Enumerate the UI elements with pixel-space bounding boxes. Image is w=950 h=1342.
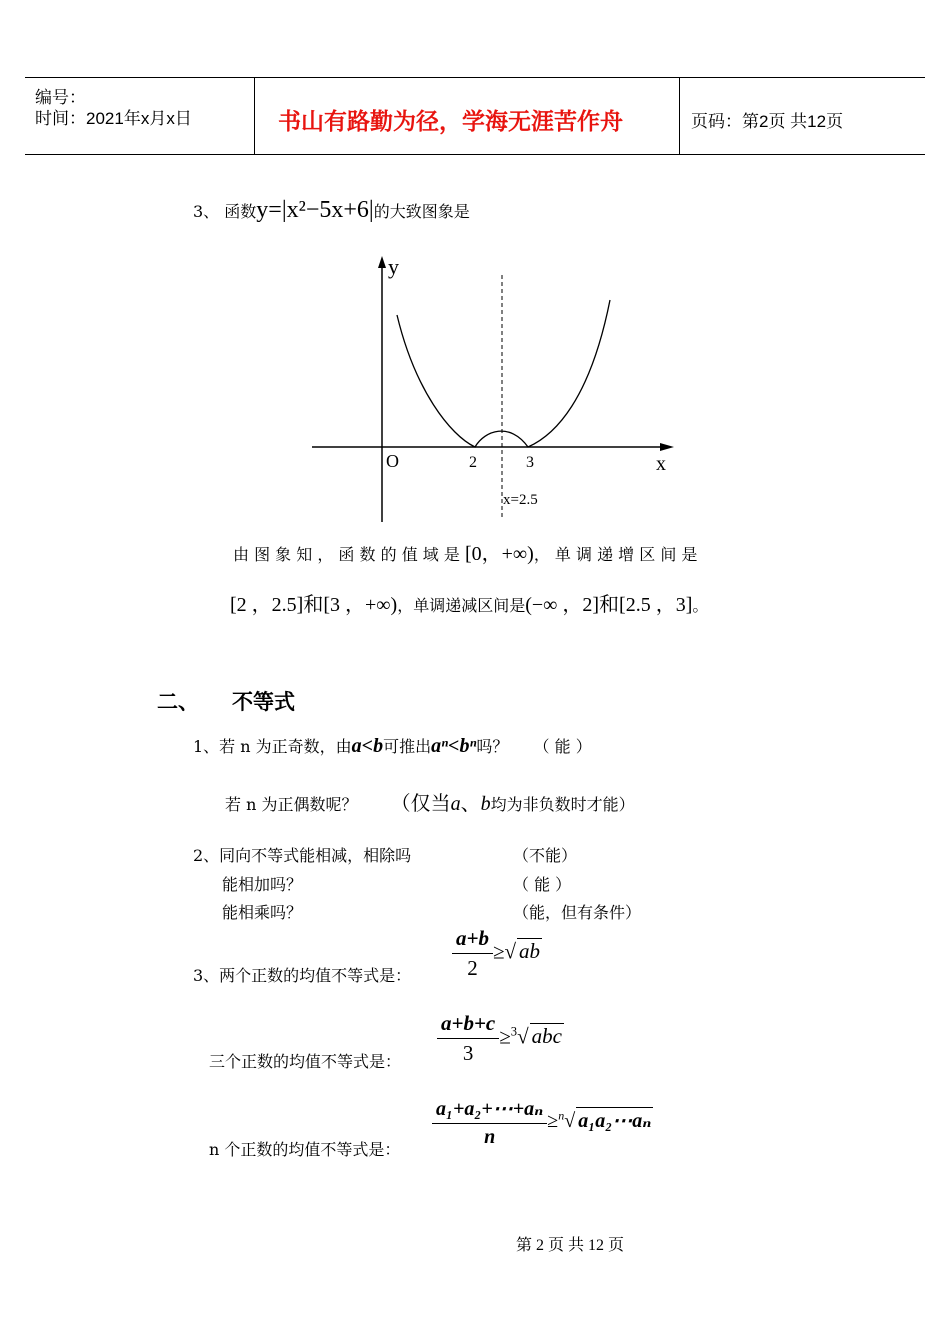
geq-sign-three: ≥ bbox=[499, 1024, 511, 1049]
item3-three-label: 三个正数的均值不等式是： bbox=[209, 1052, 402, 1071]
header-divider-left bbox=[254, 77, 255, 155]
analysis-mid: ，单调递减区间是 bbox=[397, 596, 526, 615]
n-numerator: a₁+a₂+⋯+aₙ bbox=[432, 1096, 547, 1124]
item1-even-question: 若 n 为正偶数呢？ bbox=[225, 795, 358, 814]
function-graph bbox=[300, 250, 690, 530]
header-number-label: 编号： bbox=[35, 88, 86, 107]
y-label: y bbox=[388, 254, 399, 279]
item1-result: aⁿ<bⁿ bbox=[431, 735, 477, 757]
q3-function-line bbox=[193, 197, 470, 224]
header-time-label: 时间：2021年x月x日 bbox=[35, 109, 192, 128]
item1-mid: 可推出 bbox=[383, 737, 432, 756]
section-title: 不等式 bbox=[232, 691, 295, 714]
x-axis-arrow bbox=[660, 443, 674, 451]
mean-inequality-two: $\frac{a+b}{2}$ ≥√ ab bbox=[452, 926, 542, 981]
analysis-suffix-1: ， 单 调 递 增 区 间 是 bbox=[533, 545, 698, 564]
mean-inequality-n: $\frac{\text{a₁+a₂+⋯+aₙ}}{n}$ ≥$^n$√ a₁a₂⋯aₙ bbox=[432, 1096, 653, 1149]
q3-suffix: 的大致图象是 bbox=[373, 202, 470, 221]
item1-line bbox=[193, 734, 592, 758]
three-root-index: 3 bbox=[510, 1024, 518, 1039]
item1-prefix: 1、若 n 为正奇数，由 bbox=[193, 737, 352, 756]
mean-inequality-three: $\frac{a+b+c}{3}$ ≥$^3$√ abc bbox=[437, 1011, 564, 1066]
item2-a2: （ 能 ） bbox=[513, 875, 572, 894]
geq-sign-n: ≥ bbox=[547, 1110, 559, 1133]
item2-q1: 2、同向不等式能相减，相除吗 bbox=[193, 846, 412, 865]
item1-even-a: a bbox=[450, 793, 461, 815]
two-radicand: ab bbox=[519, 939, 541, 964]
header-top-rule bbox=[25, 77, 925, 78]
three-numerator: a+b+c bbox=[437, 1011, 499, 1039]
two-denominator: 2 bbox=[467, 956, 478, 980]
item3-two-label: 3、两个正数的均值不等式是： bbox=[193, 966, 412, 985]
header-bottom-rule bbox=[25, 154, 925, 155]
decreasing-intervals: (−∞ ，2]和[2.5 ，3] bbox=[525, 594, 693, 616]
footer-page-number: 第 2 页 共 12 页 bbox=[516, 1237, 625, 1254]
item1-suffix: 吗？ bbox=[476, 737, 509, 756]
analysis-line-1 bbox=[233, 537, 697, 566]
tick-3-label: 3 bbox=[526, 454, 534, 471]
q3-formula: y=|x²−5x+6| bbox=[256, 197, 374, 223]
function-curve bbox=[397, 300, 610, 447]
header-page-info: 页码：第2页 共12页 bbox=[691, 112, 844, 131]
analysis-line-2 bbox=[230, 588, 708, 617]
y-axis-arrow bbox=[378, 256, 386, 268]
header-divider-right bbox=[679, 77, 680, 155]
item1-even-line bbox=[225, 787, 635, 816]
three-denominator: 3 bbox=[462, 1041, 474, 1065]
x-label: x bbox=[656, 453, 666, 475]
header-motto: 书山有路勤为径，学海无涯苦作舟 bbox=[278, 108, 623, 134]
tick-2-label: 2 bbox=[469, 454, 477, 471]
item2-a1: （不能） bbox=[513, 846, 578, 865]
three-radicand: abc bbox=[531, 1024, 562, 1049]
item1-even-b: b bbox=[480, 793, 491, 815]
item1-answer: （ 能 ） bbox=[533, 737, 592, 756]
n-radicand: a₁a₂⋯aₙ bbox=[576, 1107, 653, 1133]
item2-q3: 能相乘吗？ bbox=[222, 903, 303, 922]
item2-a3: （能，但有条件） bbox=[513, 903, 642, 922]
item3-n-label: n 个正数的均值不等式是： bbox=[209, 1140, 401, 1159]
origin-label: O bbox=[386, 451, 399, 471]
item1-even-sep: 、 bbox=[460, 791, 481, 815]
analysis-end: 。 bbox=[692, 596, 709, 615]
item1-condition: a<b bbox=[351, 735, 384, 757]
q3-prefix: 3、 函数 bbox=[193, 202, 257, 221]
item1-even-answer-prefix: （仅当 bbox=[390, 791, 451, 815]
analysis-prefix: 由 图 象 知 ， 函 数 的 值 域 是 bbox=[233, 545, 460, 564]
symmetry-annotation: x=2.5 bbox=[503, 492, 538, 508]
n-root-index: n bbox=[558, 1108, 565, 1123]
increasing-intervals: [2 ，2.5]和[3 ，+∞) bbox=[230, 594, 398, 616]
two-numerator: a+b bbox=[452, 926, 493, 954]
geq-sign-two: ≥ bbox=[492, 939, 505, 964]
item1-even-answer-suffix: 均为非负数时才能） bbox=[490, 795, 635, 814]
n-denominator: n bbox=[484, 1126, 496, 1148]
item2-q2: 能相加吗？ bbox=[222, 875, 303, 894]
section-number: 二、 bbox=[157, 691, 199, 714]
value-range: [0，+∞) bbox=[464, 543, 534, 565]
